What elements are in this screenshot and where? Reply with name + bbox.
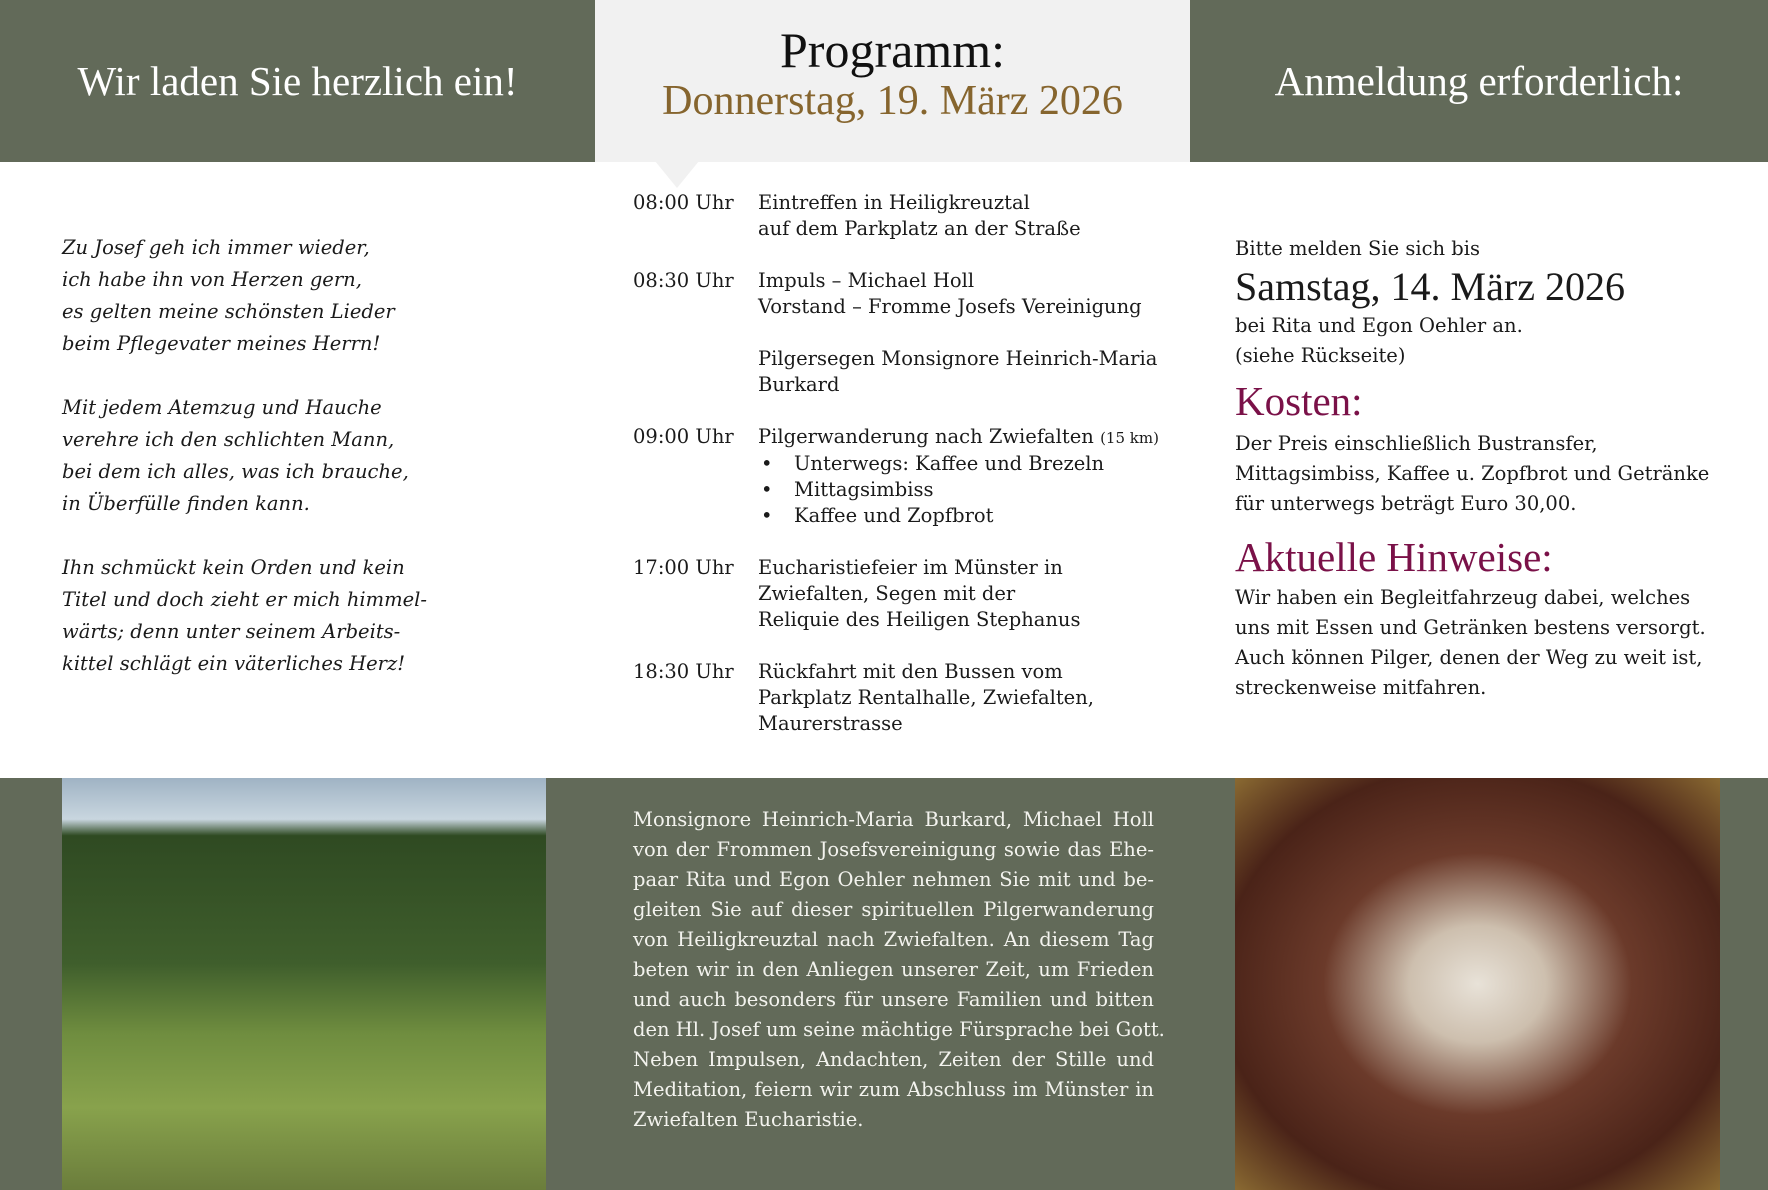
poem-stanza [62,392,427,520]
schedule-line [758,607,1173,633]
registration-deadline: Samstag, 14. März 2026 [1235,264,1625,309]
schedule-text: Parkplatz Rentalhalle, Zwiefalten, [758,686,1094,709]
schedule-row [633,190,1173,242]
schedule-line [758,581,1173,607]
notes-line: streckenweise mitfahren. [1235,676,1487,699]
schedule-text: Impuls – Michael Holl [758,269,975,292]
costs-line: für unterwegs beträgt Euro 30,00. [1235,492,1577,515]
schedule-time: 08:30 Uhr [633,269,734,292]
event-date: Donnerstag, 19. März 2026 [662,78,1123,124]
poem [62,232,427,712]
poem-stanza [62,552,427,680]
description-line: Zwiefalten Eucharistie. [633,1108,864,1131]
schedule-line [758,294,1173,320]
schedule-time: 09:00 Uhr [633,425,734,448]
registration-intro: Bitte melden Sie sich bis [1235,237,1481,260]
description-line: gleiten Sie auf dieser spirituellen Pilgerwanderung [633,898,1154,921]
schedule-distance: (15 km) [1100,429,1159,447]
callout-pointer [655,161,699,188]
schedule-row [633,268,1173,320]
description-line: von der Frommen Josefsvereinigung sowie das Ehe- [633,838,1154,861]
pilgrims-walking-photo [62,778,546,1190]
costs-line: Der Preis einschließlich Bustransfer, [1235,432,1598,455]
schedule-text: Pilgersegen Monsignore Heinrich-Maria [758,347,1158,370]
schedule-text: Rückfahrt mit den Bussen vom [758,660,1063,683]
schedule-line [758,424,1173,451]
description-line: beten wir in den Anliegen unserer Zeit, um Frieden [633,958,1154,981]
registration-info [1235,234,1755,703]
schedule-time: 17:00 Uhr [633,556,734,579]
schedule-time: 18:30 Uhr [633,660,734,683]
poem-line: bei dem ich alles, was ich brauche, [62,460,409,483]
description-line: Neben Impulsen, Andachten, Zeiten der Stille und [633,1048,1154,1071]
costs-heading: Kosten: [1235,378,1363,424]
poem-line: Ihn schmückt kein Orden und kein [62,556,405,579]
schedule-line [758,555,1173,581]
poem-line: Titel und doch zieht er mich himmel- [62,588,428,611]
poem-line: wärts; denn unter seinem Arbeits- [62,620,401,643]
schedule-bullet: • Unterwegs: Kaffee und Brezeln [758,451,1173,477]
schedule-bullet: • Mittagsimbiss [758,477,1173,503]
registration-contact: bei Rita und Egon Oehler an. [1235,314,1523,337]
program-title: Programm: [780,22,1005,78]
invitation-title: Wir laden Sie herzlich ein! [77,58,518,104]
costs-line: Mittagsimbiss, Kaffee u. Zopfbrot und Getränke [1235,462,1710,485]
description-line: paar Rita und Egon Oehler nehmen Sie mit und be- [633,868,1154,891]
registration-title: Anmeldung erforderlich: [1274,58,1684,104]
description-line: von Heiligkreuztal nach Zwiefalten. An diesem Tag [633,928,1154,951]
notes-heading: Aktuelle Hinweise: [1235,534,1553,580]
schedule-line [758,190,1173,216]
header-left-band [0,0,595,162]
poem-line: kittel schlägt ein väterliches Herz! [62,652,406,675]
schedule-line [758,346,1173,372]
registration-note: (siehe Rückseite) [1235,344,1406,367]
poem-line: in Überfülle finden kann. [62,492,310,515]
schedule-line [758,372,1173,398]
schedule-row [633,424,1173,529]
schedule-text: Eintreffen in Heiligkreuztal [758,191,1030,214]
schedule-line [758,659,1173,685]
poem-line: Zu Josef geh ich immer wieder, [62,236,370,259]
schedule-bullet: • Kaffee und Zopfbrot [758,503,1173,529]
schedule-text: auf dem Parkplatz an der Straße [758,217,1081,240]
poem-line: beim Pflegevater meines Herrn! [62,332,381,355]
schedule-text: Reliquie des Heiligen Stephanus [758,608,1081,631]
saint-joseph-statue-photo [1235,778,1720,1190]
description-line: Monsignore Heinrich-Maria Burkard, Michael Holl [633,808,1154,831]
schedule-row [633,346,1173,398]
schedule-text: Vorstand – Fromme Josefs Vereinigung [758,295,1142,318]
schedule-row [633,659,1173,737]
schedule-time: 08:00 Uhr [633,191,734,214]
description-line: Meditation, feiern wir zum Abschluss im Münster in [633,1078,1154,1101]
poem-line: Mit jedem Atemzug und Hauche [62,396,382,419]
schedule-text: Burkard [758,373,840,396]
schedule-line [758,711,1173,737]
notes-text [1235,583,1755,703]
schedule-line [758,216,1173,242]
schedule-text: Maurerstrasse [758,712,903,735]
notes-line: Wir haben ein Begleitfahrzeug dabei, welches [1235,586,1691,609]
schedule-row [633,555,1173,633]
header-center-panel [595,0,1190,162]
costs-text [1235,429,1755,519]
header-right-band [1190,0,1768,162]
schedule [633,190,1173,763]
schedule-text: Eucharistiefeier im Münster in [758,556,1063,579]
schedule-line [758,268,1173,294]
poem-line: es gelten meine schönsten Lieder [62,300,395,323]
schedule-text: Zwiefalten, Segen mit der [758,582,1016,605]
poem-stanza [62,232,427,360]
poem-line: ich habe ihn von Herzen gern, [62,268,362,291]
description-line: den Hl. Josef um seine mächtige Fürsprache bei Gott. [633,1018,1165,1041]
notes-line: uns mit Essen und Getränken bestens versorgt. [1235,616,1706,639]
notes-line: Auch können Pilger, denen der Weg zu weit ist, [1235,646,1703,669]
description-text [633,805,1165,1135]
poem-line: verehre ich den schlichten Mann, [62,428,395,451]
schedule-line [758,685,1173,711]
schedule-text: Pilgerwanderung nach Zwiefalten [758,425,1094,448]
description-line: und auch besonders für unsere Familien und bitten [633,988,1154,1011]
